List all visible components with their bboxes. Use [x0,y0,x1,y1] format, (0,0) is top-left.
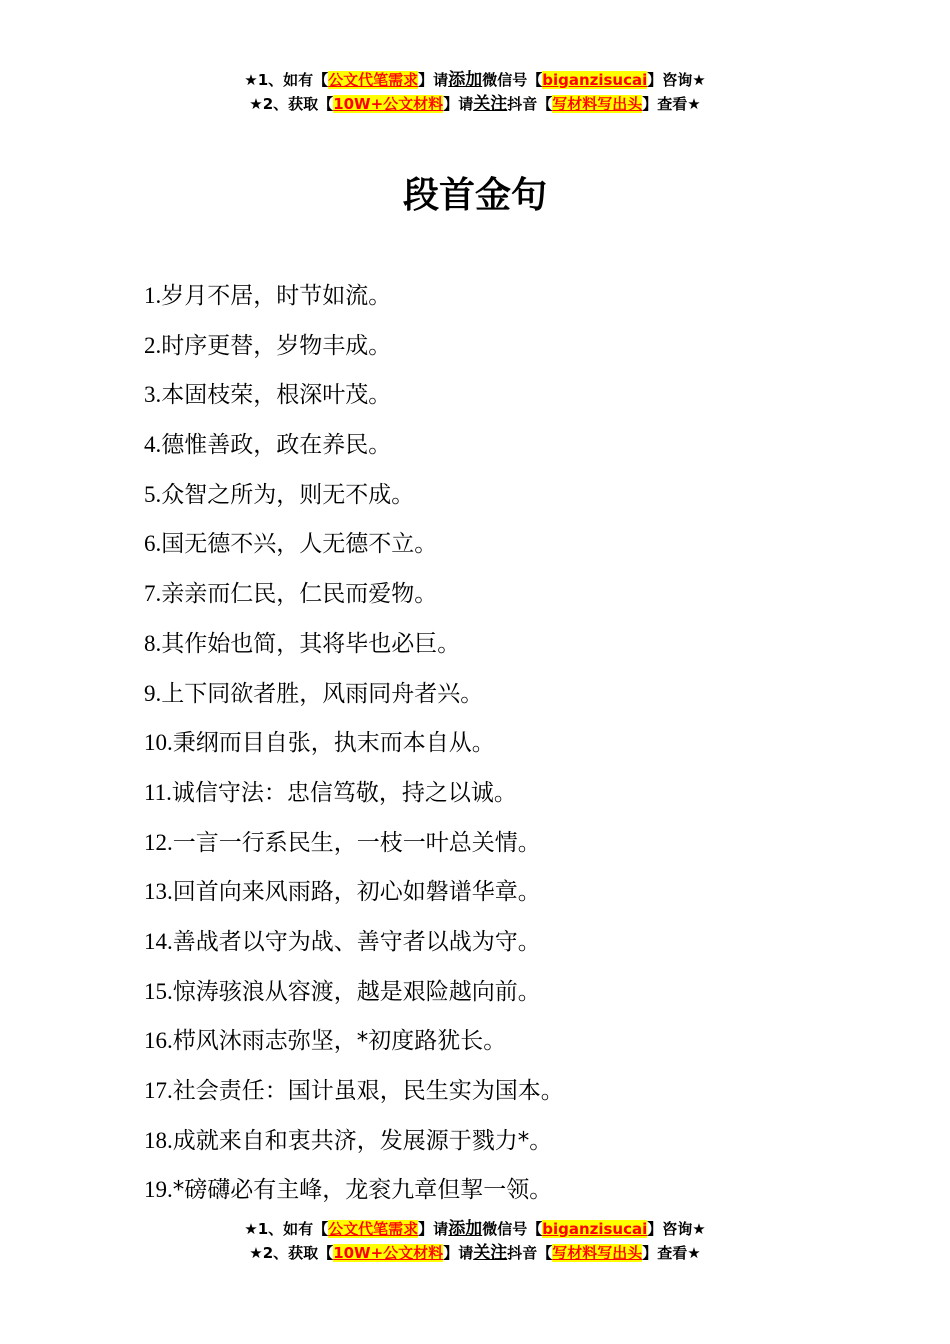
list-item: 3. 本固枝荣，根深叶茂。 [144,382,392,409]
banner-douyin-name: 写材料写出头 [552,95,643,113]
banner-line-2: ★2、获取【10W+公文材料】请关注抖音【写材料写出头】查看★ [249,94,701,114]
list-item: 13. 回首向来风雨路，初心如磐谱华章。 [144,879,541,906]
banner-line-2: ★2、获取【10W+公文材料】请关注抖音【写材料写出头】查看★ [249,1243,701,1263]
banner-highlight: 10W+公文材料 [333,95,444,113]
banner-line-1: ★1、如有【公文代笔需求】请添加微信号【biganzisucai】咨询★ [244,1219,706,1239]
list-item: 11. 诚信守法：忠信笃敬，持之以诚。 [144,779,517,806]
list-item: 12. 一言一行系民生，一枝一叶总关情。 [144,829,541,856]
sentence-list [144,271,564,1215]
list-item: 8. 其作始也简，其将毕也必巨。 [144,630,461,657]
list-item: 7. 亲亲而仁民，仁民而爱物。 [144,581,438,608]
list-item: 5. 众智之所为，则无不成。 [144,481,415,508]
banner-wechat-id: biganzisucai [542,1220,648,1238]
list-item: 15. 惊涛骇浪从容渡，越是艰险越向前。 [144,978,541,1005]
footer-banner [0,1217,950,1265]
list-item: 4. 德惟善政，政在养民。 [144,432,392,459]
banner-douyin-name: 写材料写出头 [552,1244,643,1262]
list-item: 1. 岁月不居，时节如流。 [144,283,392,309]
list-item: 19. *磅礴必有主峰，龙衮九章但挈一领。 [144,1177,553,1204]
document-title: 段首金句 [402,175,547,216]
banner-line-1: ★1、如有【公文代笔需求】请添加微信号【biganzisucai】咨询★ [244,70,706,90]
list-item: 9. 上下同欲者胜，风雨同舟者兴。 [144,680,484,707]
list-item: 18. 成就来自和衷共济，发展源于戮力*。 [144,1127,553,1154]
banner-highlight: 公文代笔需求 [328,71,419,89]
banner-highlight: 10W+公文材料 [333,1244,444,1262]
list-item: 6. 国无德不兴，人无德不立。 [144,531,438,558]
banner-highlight: 公文代笔需求 [328,1220,419,1238]
banner-wechat-id: biganzisucai [542,71,648,89]
list-item: 2. 时序更替，岁物丰成。 [144,332,392,359]
list-item: 14. 善战者以守为战、善守者以战为守。 [144,928,541,955]
header-banner [0,68,950,116]
list-item: 10. 秉纲而目自张，执末而本自从。 [144,730,495,757]
list-item: 17. 社会责任：国计虽艰，民生实为国本。 [144,1078,564,1104]
list-item: 16. 栉风沐雨志弥坚，*初度路犹长。 [144,1028,507,1055]
